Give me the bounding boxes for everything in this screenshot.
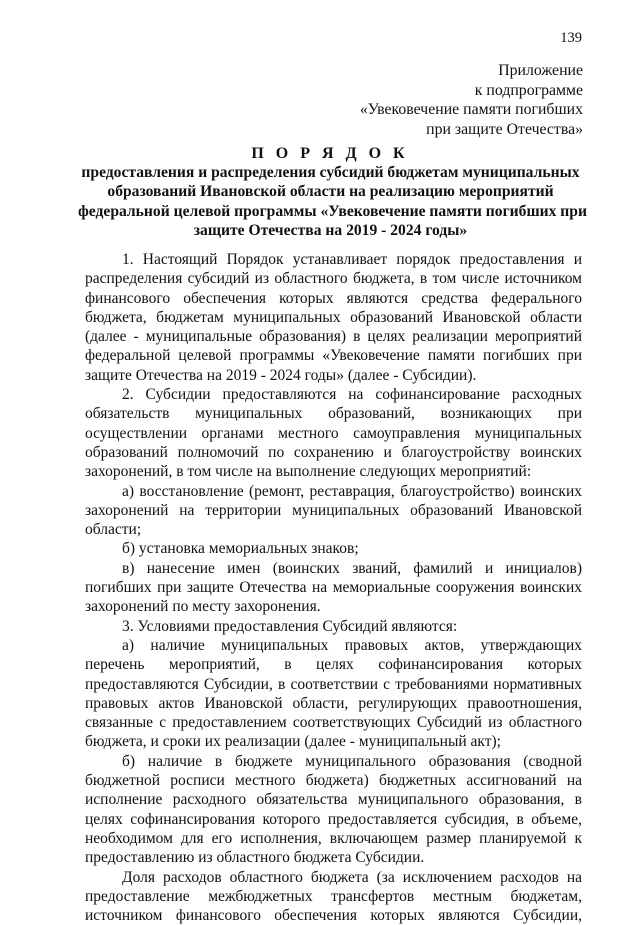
paragraph-3a: а) наличие муниципальных правовых актов, утверждающих перечень мероприятий, в целях софинансирования которых предоставляются Субсидии, в соответствии с требованиями нормативных правовых актов Ивановской области, регулирующих правоотношения, связанные с предоставлением соответствующих Субсидий из областного бюджета, и сроки их реализации (далее - муниципальный акт); [85, 636, 582, 752]
document-body [85, 250, 582, 925]
appendix-line: «Увековечение памяти погибших [283, 100, 583, 120]
appendix-line: при защите Отечества» [283, 120, 583, 140]
page-number: 139 [540, 30, 582, 47]
subtitle-line: предоставления и распределения субсидий бюджетам муниципальных [78, 163, 583, 182]
subtitle-line: защите Отечества на 2019 - 2024 годы» [78, 221, 583, 240]
paragraph-3b: б) наличие в бюджете муниципального образования (сводной бюджетной росписи местного бюджета) бюджетных ассигнований на исполнение расходного обязательства муниципального образования, в целях софинансирования которого предоставляется субсидия, в объеме, необходимом для его исполнения, включающем размер планируемой к предоставлению из областного бюджета Субсидии. [85, 752, 582, 868]
paragraph-3: 3. Условиями предоставления Субсидий являются: [85, 617, 582, 636]
paragraph-2b: б) установка мемориальных знаков; [85, 539, 582, 558]
appendix-line: к подпрограмме [283, 81, 583, 101]
paragraph-2c: в) нанесение имен (воинских званий, фамилий и инициалов) погибших при защите Отечества на мемориальные сооружения воинских захоронений по месту захоронения. [85, 559, 582, 617]
subtitle-line: федеральной целевой программы «Увековечение памяти погибших при [78, 202, 583, 221]
appendix-line: Приложение [283, 61, 583, 81]
paragraph-budget-share: Доля расходов областного бюджета (за исключением расходов на предоставление межбюджетных трансфертов местным бюджетам, источником финансового обеспечения которых являются Субсидии, [85, 868, 582, 925]
document-title: П О Р Я Д О К [80, 145, 580, 163]
appendix-note [283, 61, 583, 139]
document-subtitle [78, 163, 583, 241]
subtitle-line: образований Ивановской области на реализацию мероприятий [78, 182, 583, 201]
paragraph-1: 1. Настоящий Порядок устанавливает порядок предоставления и распределения субсидий из областного бюджета, в том числе источником финансового обеспечения которых являются средства федерального бюджета, бюджетам муниципальных образований Ивановской области (далее - муниципальные образования) в целях реализации мероприятий федеральной целевой программы «Увековечение памяти погибших при защите Отечества на 2019 - 2024 годы» (далее - Субсидии). [85, 250, 582, 385]
paragraph-2: 2. Субсидии предоставляются на софинансирование расходных обязательств муниципальных образований, возникающих при осуществлении органами местного самоуправления муниципальных образований полномочий по сохранению и благоустройству воинских захоронений, в том числе на выполнение следующих мероприятий: [85, 385, 582, 481]
paragraph-2a: а) восстановление (ремонт, реставрация, благоустройство) воинских захоронений на территории муниципальных образований Ивановской области; [85, 482, 582, 540]
